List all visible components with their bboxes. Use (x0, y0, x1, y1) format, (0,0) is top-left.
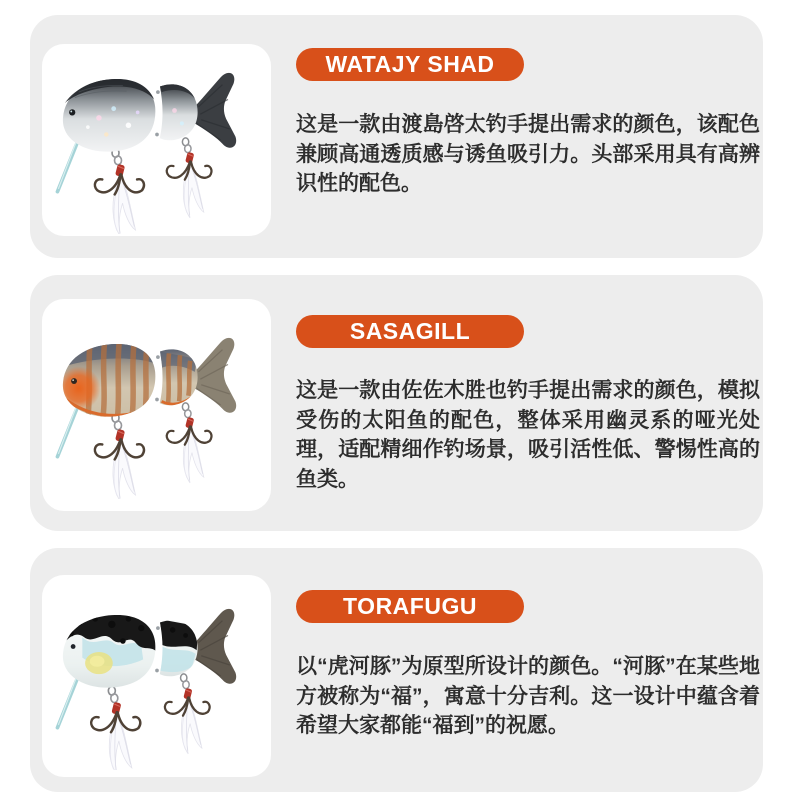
colorway-banner (296, 315, 524, 348)
lure-photo-frame (42, 299, 271, 511)
watajy-shad-lure-illustration (51, 46, 263, 235)
colorway-name: TORAFUGU (343, 593, 477, 619)
lure-photo-frame (42, 44, 271, 236)
product-card-sasagill (30, 275, 763, 531)
product-card-watajy-shad (30, 15, 763, 258)
colorway-banner (296, 590, 524, 623)
product-card-torafugu (30, 548, 763, 792)
colorway-banner (296, 48, 524, 81)
colorway-name: WATAJY SHAD (325, 51, 495, 77)
colorway-description: 以“虎河豚”为原型所设计的颜色。“河豚”在某些地方被称为“福”，寓意十分吉利。这一设计中蕴含着希望大家都能“福到”的祝愿。 (296, 655, 760, 737)
colorway-name: SASAGILL (349, 318, 471, 344)
colorway-description: 这是一款由佐佐木胜也钓手提出需求的颜色，模拟受伤的太阳鱼的配色，整体采用幽灵系的哑光处理，适配精细作钓场景，吸引活性低、警惕性高的鱼类。 (296, 379, 760, 491)
torafugu-lure-illustration (51, 582, 263, 771)
lure-photo-frame (42, 575, 271, 777)
colorway-description: 这是一款由渡島啓太钓手提出需求的颜色，该配色兼顾高通透质感与诱鱼吸引力。头部采用具有高辨识性的配色。 (296, 113, 760, 195)
sasagill-lure-illustration (51, 311, 263, 500)
